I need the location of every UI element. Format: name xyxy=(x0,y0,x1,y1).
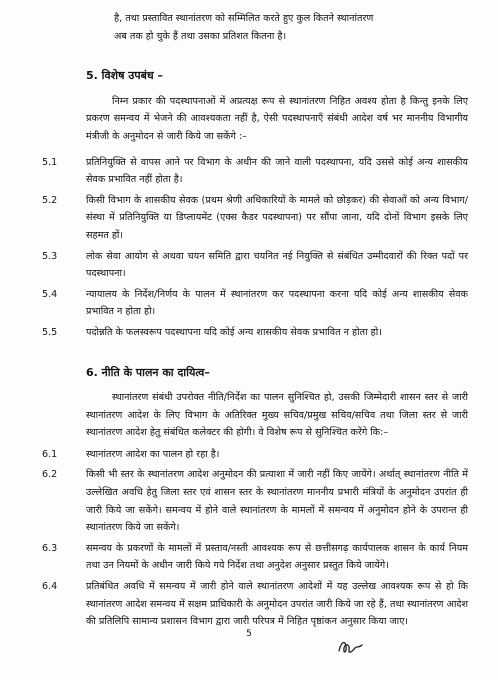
item-text: लोक सेवा आयोग से अथवा चयन समिति द्वारा चयनित नई नियुक्ति से संबंधित उम्मीदवारों की रिक्त पदों पर पदस्थापना। xyxy=(86,250,468,280)
list-item xyxy=(40,578,468,631)
item-number: 6.2 xyxy=(42,469,58,481)
list-item xyxy=(40,466,468,536)
section-6 xyxy=(40,364,468,631)
item-text: किसी भी स्तर के स्थानांतरण आदेश अनुमोदन की प्रत्याशा में जारी नहीं किए जायेंगे। अर्थात् स्थानांतरण नीति में उल्लेखित अवधि हेतु जिला स्तर एवं शासन स्तर के स्थानांतरण माननीय प्रभारी मंत्रियों के अनुमोदन उपरांत ही जारी किये जा सकेंगे। समन्वय में होने वाले स्थानांतरण के मामलों में समन्वय में अनुमोदन होने के उपरान्त ही स्थानांतरण किये जा सकेंगे। xyxy=(86,469,468,534)
item-number: 6.3 xyxy=(42,542,58,554)
item-text: प्रतिबंधित अवधि में समन्वय में जारी होने वाले स्थानांतरण आदेशों में यह उल्लेख आवश्यक रूप से हो कि स्थानांतरण आदेश समन्वय में सक्षम प्राधिकारी के अनुमोदन उपरांत जारी किये जा रहे हैं, तथा स्थानांतरण आदेश की प्रतिलिपि सामान्य प्रशासन विभाग द्वारा जारी परिपत्र में निहित पृष्ठांकन अनुसार किया जाए। xyxy=(86,581,468,628)
item-text: प्रतिनियुक्ति से वापस आने पर विभाग के अधीन की जाने वाली पदस्थापना, यदि उससे कोई अन्य शासकीय सेवक प्रभावित नहीं होता है। xyxy=(86,156,468,186)
item-text: किसी विभाग के शासकीय सेवक (प्रथम श्रेणी अधिकारियों के मामले को छोड़कर) की सेवाओं को अन्य विभाग/संस्था में प्रतिनियुक्ति या डिप्लायमेंट (एक्स कैडर पदस्थापना) पर सौंपा जाना, यदि दोनों विभाग इसके लिए सहमत हों। xyxy=(86,194,468,241)
list-item xyxy=(40,286,468,321)
list-item xyxy=(40,248,468,283)
section-5 xyxy=(40,67,468,341)
item-text: न्यायालय के निर्देश/निर्णय के पालन में स्थानांतरण कर पदस्थापना करना यदि कोई अन्य शासकीय सेवक प्रभावित न होता हो। xyxy=(86,288,468,318)
list-item xyxy=(40,540,468,575)
section-5-heading: 5. विशेष उपबंध – xyxy=(86,69,163,83)
item-number: 6.4 xyxy=(42,581,58,593)
section-6-heading: 6. नीति के पालन का दायित्व– xyxy=(86,365,210,379)
item-number: 6.1 xyxy=(42,448,58,460)
list-item xyxy=(40,192,468,245)
intro-line: है, तथा प्रस्तावित स्थानांतरण को सम्मिलित करते हुए कुल कितने स्थानांतरण xyxy=(114,13,374,24)
list-item xyxy=(40,446,468,464)
item-number: 5.1 xyxy=(42,156,58,168)
item-number: 5.4 xyxy=(42,288,58,300)
intro-continuation xyxy=(114,10,468,45)
item-number: 5.2 xyxy=(42,194,58,206)
intro-line: अब तक हो चुके हैं तथा उसका प्रतिशत कितना है। xyxy=(114,30,287,42)
item-text: पदोन्नति के फलस्वरूप पदस्थापना यदि कोई अन्य शासकीय सेवक प्रभावित न होता हो। xyxy=(86,326,382,338)
item-number: 5.3 xyxy=(42,250,58,262)
section-5-paragraph: निम्न प्रकार की पदस्थापनाओं में अप्रत्यक्ष रूप से स्थानांतरण निहित अवश्य होता है किन्तु इनके लिए प्रकरण समन्वय में भेजने की आवश्यकता नहीं है, ऐसी पदस्थापनाएँ संबंधी आदेश वर्ष भर माननीय विभागीय मंत्रीजी के अनुमोदन से जारी किये जा सकेंगे :– xyxy=(86,95,468,142)
section-6-paragraph: स्थानांतरण संबंधी उपरोक्त नीति/निर्देश का पालन सुनिश्चित हो, उसकी जिम्मेदारी शासन स्तर से जारी स्थानांतरण आदेश के लिए विभाग के अतिरिक्त मुख्य सचिव/प्रमुख सचिव/सचिव तथा जिला स्तर से जारी स्थानांतरण आदेश हेतु संबंधित कलेक्टर की होगी। वे विशेष रूप से सुनिश्चित करेंगे कि:– xyxy=(86,392,468,439)
item-text: स्थानांतरण आदेश का पालन हो रहा है। xyxy=(86,448,220,460)
page-number: 5 xyxy=(246,629,252,639)
item-text: समन्वय के प्रकरणों के मामलों में प्रस्ताव/नस्ती आवश्यक रूप से छत्तीसगढ़ कार्यपालक शासन के कार्य नियम तथा उन नियमों के अधीन जारी किये गये निर्देश तथा अनुदेश अनुसार प्रस्तुत किये जायेंगे। xyxy=(86,542,468,572)
signature-mark xyxy=(335,636,365,658)
list-item xyxy=(40,154,468,189)
list-item xyxy=(40,324,468,342)
item-number: 5.5 xyxy=(42,326,58,338)
